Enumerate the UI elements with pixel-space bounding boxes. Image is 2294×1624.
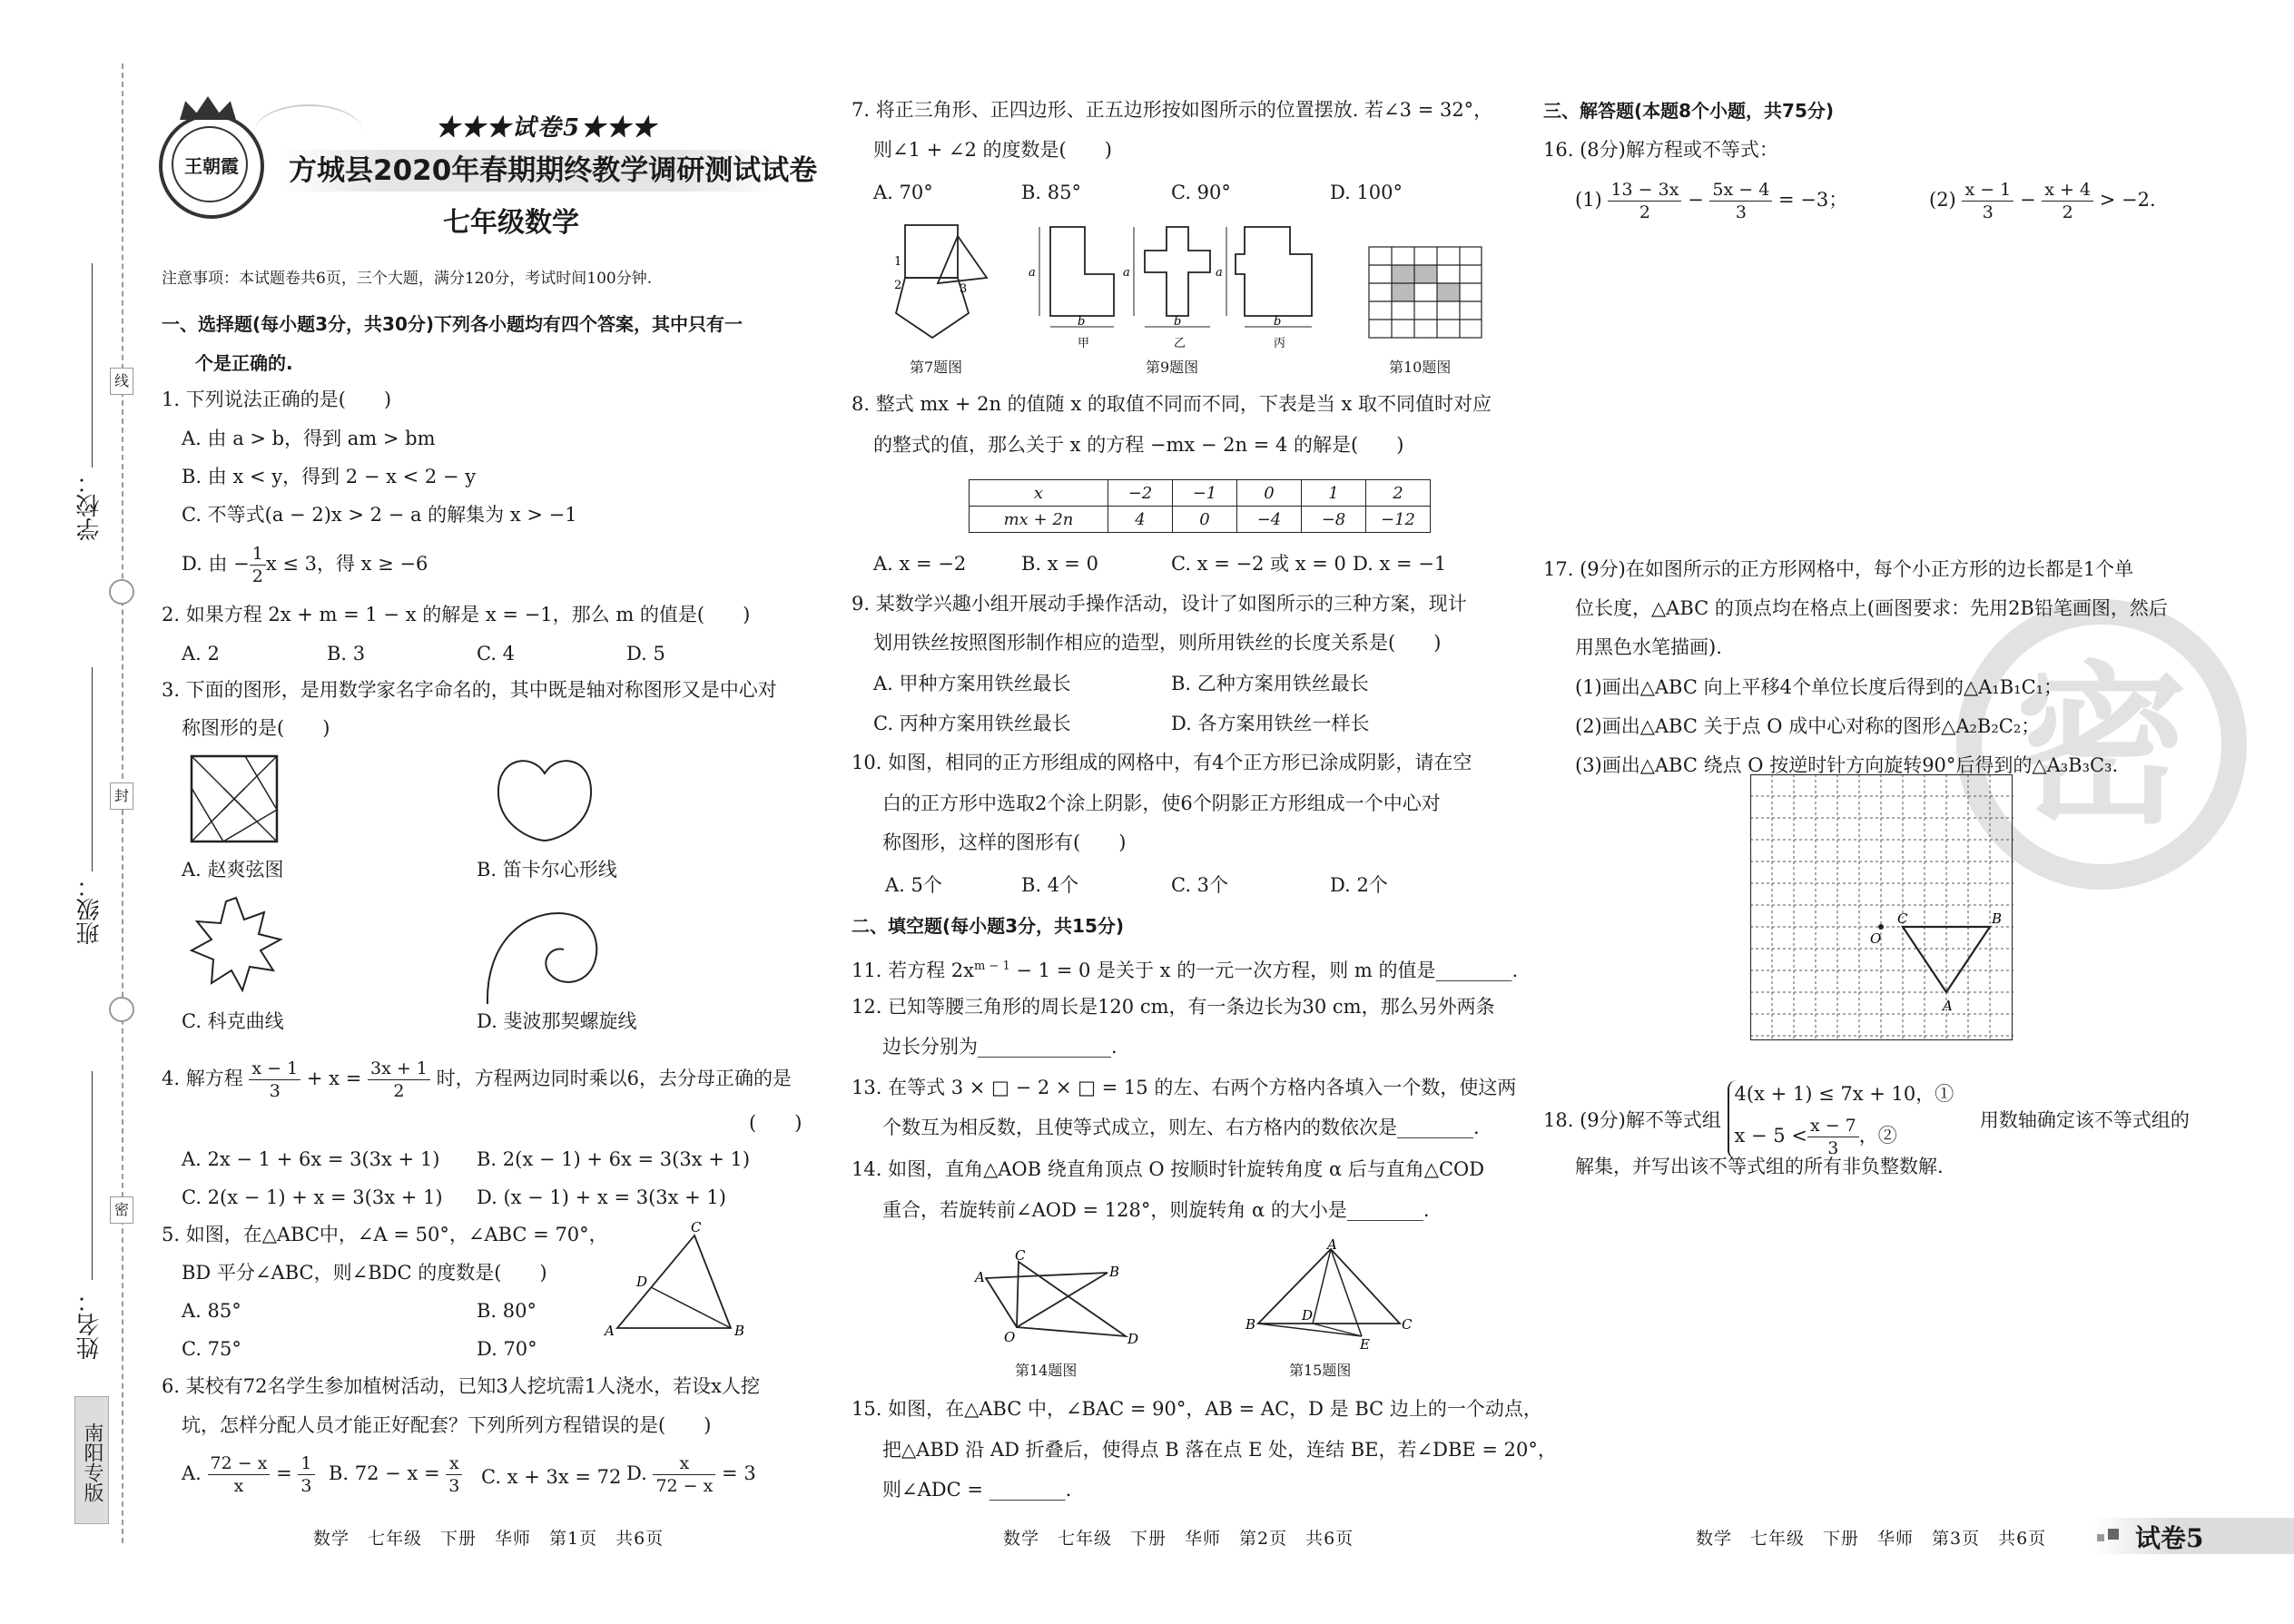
footer-page-1: 数学 七年级 下册 华师 第1页 共6页 bbox=[313, 1529, 665, 1549]
q4-option-d: D. (x − 1) + x = 3(3x + 1) bbox=[477, 1186, 726, 1208]
q3-fig-cardioid bbox=[495, 753, 595, 844]
name-label: 姓名： bbox=[76, 1289, 103, 1360]
q7-option-c: C. 90° bbox=[1171, 182, 1231, 203]
class-label: 班级： bbox=[76, 874, 103, 945]
q7-label-3: 3 bbox=[960, 282, 968, 296]
q17-stem: 17. (9分)在如图所示的正方形网格中，每个小正方形的边长都是1个单 bbox=[1543, 558, 2134, 580]
seal-text: 密 bbox=[2014, 646, 2188, 847]
q10-option-a: A. 5个 bbox=[885, 874, 942, 896]
q13-stem: 13. 在等式 3 × □ − 2 × □ = 15 的左、右两个方格内各填入一个数，使这两 bbox=[852, 1077, 1517, 1098]
q16-part1: (1) $\frac{13 - 3x}{2}$ − $\frac{5x - 4}{3}$ = −3； bbox=[1575, 180, 1848, 222]
q5-stem: 5. 如图，在△ABC中，∠A = 50°，∠ABC = 70°， bbox=[162, 1224, 608, 1245]
q1-option-c: C. 不等式(a − 2)x > 2 − a 的解集为 x > −1 bbox=[182, 504, 577, 526]
q14-label-a: A bbox=[975, 1269, 985, 1285]
q14-label-d: D bbox=[1127, 1331, 1139, 1347]
table-row: mx + 2n 4 0 −4 −8 −12 bbox=[970, 507, 1431, 533]
footer-tag: 试卷5 bbox=[2135, 1523, 2204, 1553]
q14-figure bbox=[971, 1247, 1144, 1353]
section1-heading: 一、选择题(每小题3分，共30分)下列各小题均有四个答案，其中只有一 bbox=[162, 313, 743, 335]
q17-sub2: (2)画出△ABC 关于点 O 成中心对称的图形△A₂B₂C₂； bbox=[1575, 715, 2041, 737]
q1-option-d bbox=[182, 543, 428, 587]
footer-square-icon bbox=[2108, 1529, 2119, 1540]
binding-circle-icon bbox=[109, 579, 134, 605]
q17-label-a: A bbox=[1943, 998, 1953, 1014]
q14-label-c: C bbox=[1015, 1247, 1026, 1264]
school-blank-line bbox=[92, 263, 93, 468]
q10-grid-figure bbox=[1369, 247, 1482, 338]
footer-square-icon bbox=[2097, 1534, 2104, 1541]
q9-label-yi: 乙 bbox=[1174, 337, 1186, 350]
q2-stem: 2. 如果方程 2x + m = 1 − x 的解是 x = −1，那么 m 的值是( ) bbox=[162, 604, 751, 625]
q7-option-d: D. 100° bbox=[1330, 182, 1403, 203]
q4-fraction-right: $\frac{3x + 1}{2}$ bbox=[368, 1058, 430, 1102]
q5-label-a: A bbox=[605, 1323, 615, 1339]
exam-badge: ★★★试卷5★★★ bbox=[436, 114, 658, 142]
q15-stem-cont: 把△ABD 沿 AD 折叠后，使得点 B 落在点 E 处，连结 BE，若∠DBE = 20°， bbox=[882, 1439, 1557, 1461]
q9-option-c: C. 丙种方案用铁丝最长 bbox=[873, 713, 1071, 734]
name-blank-line bbox=[92, 1071, 93, 1280]
q14-label-b: B bbox=[1109, 1264, 1120, 1280]
q5-label-d: D bbox=[636, 1274, 648, 1290]
school-label: 学校： bbox=[76, 470, 103, 541]
section2-heading: 二、填空题(每小题3分，共15分) bbox=[852, 915, 1125, 937]
q7-fig-caption: 第7题图 bbox=[910, 359, 963, 376]
q3-stem: 3. 下面的图形，是用数学家名字命名的，其中既是轴对称图形又是中心对 bbox=[162, 679, 777, 701]
q17-sub3: (3)画出△ABC 绕点 O 按逆时针方向旋转90°后得到的△A₃B₃C₃. bbox=[1575, 754, 2119, 776]
q6-option-b: B. 72 − x = $\frac{x}{3}$ bbox=[329, 1452, 462, 1497]
q5-figure bbox=[604, 1221, 758, 1343]
q6-option-a: A. $\frac{72 - x}{x}$ = $\frac{1}{3}$ bbox=[182, 1452, 315, 1497]
q2-option-a: A. 2 bbox=[182, 643, 220, 664]
q18-stem-cont: 解集，并写出该不等式组的所有非负整数解. bbox=[1575, 1156, 1944, 1177]
q17-sub1: (1)画出△ABC 向上平移4个单位长度后得到的△A₁B₁C₁； bbox=[1575, 676, 2063, 698]
publisher-logo bbox=[159, 113, 264, 219]
q15-fig-caption: 第15题图 bbox=[1289, 1362, 1352, 1379]
q18-inequality-1: 4(x + 1) ≤ 7x + 10，① bbox=[1734, 1083, 1954, 1105]
q16-stem: 16. (8分)解方程或不等式： bbox=[1543, 139, 1778, 161]
q18-inequality-2: x − 5 < $\frac{x - 7}{3}$ ，② bbox=[1734, 1116, 1897, 1158]
q7-label-1: 1 bbox=[894, 255, 902, 269]
q5-option-c: C. 75° bbox=[182, 1338, 241, 1360]
q3-option-c: C. 科克曲线 bbox=[182, 1010, 284, 1032]
q8-option-b: B. x = 0 bbox=[1021, 553, 1098, 575]
q1d-fraction: $\frac{1}{2}$ bbox=[250, 543, 266, 587]
q7-stem-cont: 则∠1 + ∠2 的度数是( ) bbox=[873, 139, 1112, 161]
q6-option-c: C. x + 3x = 72 bbox=[481, 1466, 622, 1488]
q15-stem: 15. 如图，在△ABC 中，∠BAC = 90°，AB = AC，D 是 BC 边上的一个动点， bbox=[852, 1398, 1542, 1420]
q15-label-c: C bbox=[1402, 1316, 1413, 1333]
q1d-prefix: D. 由 − bbox=[182, 553, 250, 575]
q13-stem-cont: 个数互为相反数，且使等式成立，则左、右方格内的数依次是________. bbox=[882, 1117, 1480, 1138]
q15-label-e: E bbox=[1360, 1336, 1370, 1353]
q8-option-d: D. x = −1 bbox=[1353, 553, 1447, 575]
section3-heading: 三、解答题(本题8个小题，共75分) bbox=[1543, 100, 1835, 122]
q9-label-b2: b bbox=[1174, 315, 1182, 329]
q3-fig-zhaoshuang bbox=[189, 753, 280, 844]
q3-fig-fibonacci-spiral bbox=[477, 908, 604, 1008]
q5-option-b: B. 80° bbox=[477, 1300, 537, 1322]
q7-label-2: 2 bbox=[894, 279, 902, 292]
q7-option-a: A. 70° bbox=[873, 182, 933, 203]
q14-stem-cont: 重合，若旋转前∠AOD = 128°，则旋转角 α 的大小是________. bbox=[882, 1199, 1430, 1221]
q1-option-b: B. 由 x < y，得到 2 − x < 2 − y bbox=[182, 466, 477, 487]
region-badge: 南阳专版 bbox=[74, 1396, 109, 1524]
q2-option-c: C. 4 bbox=[477, 643, 516, 664]
q17-stem-cont2: 用黑色水笔描画). bbox=[1575, 636, 1722, 658]
binding-circle-icon bbox=[109, 997, 134, 1022]
class-blank-line bbox=[92, 667, 93, 871]
q4-option-b: B. 2(x − 1) + 6x = 3(3x + 1) bbox=[477, 1148, 751, 1170]
q15-label-a: A bbox=[1327, 1236, 1337, 1253]
q2-option-b: B. 3 bbox=[327, 643, 366, 664]
q1d-suffix: x ≤ 3，得 x ≥ −6 bbox=[265, 553, 428, 575]
q12-stem: 12. 已知等腰三角形的周长是120 cm，有一条边长为30 cm，那么另外两条 bbox=[852, 996, 1495, 1018]
q16-part2: (2) $\frac{x - 1}{3}$ − $\frac{x + 4}{2}$ > −2. bbox=[1929, 180, 2156, 222]
q10-option-c: C. 3个 bbox=[1171, 874, 1229, 896]
q12-stem-cont: 边长分别为______________. bbox=[882, 1036, 1117, 1058]
q10-option-d: D. 2个 bbox=[1330, 874, 1388, 896]
q14-stem: 14. 如图，直角△AOB 绕直角顶点 O 按顺时针旋转角度 α 后与直角△COD bbox=[852, 1158, 1485, 1180]
exam-title: 方城县2020年春期期终教学调研测试试卷 bbox=[289, 154, 818, 187]
q9-label-b1: b bbox=[1078, 315, 1086, 329]
q17-label-c: C bbox=[1897, 910, 1908, 927]
q10-stem-cont: 白的正方形中选取2个涂上阴影，使6个阴影正方形组成一个中心对 bbox=[882, 792, 1441, 814]
binding-mark-xian: 线 bbox=[110, 368, 133, 395]
q6-option-d: D. $\frac{x}{72 - x}$ = 3 bbox=[626, 1453, 756, 1496]
table-row: x −2 −1 0 1 2 bbox=[970, 480, 1431, 507]
binding-mark-feng: 封 bbox=[110, 782, 133, 810]
q7-figure bbox=[885, 218, 1021, 345]
q4-option-c: C. 2(x − 1) + x = 3(3x + 1) bbox=[182, 1186, 443, 1208]
q1-option-a: A. 由 a > b，得到 am > bm bbox=[182, 428, 436, 449]
q9-fig-caption: 第9题图 bbox=[1146, 359, 1199, 376]
q5-label-c: C bbox=[691, 1219, 702, 1235]
q5-option-d: D. 70° bbox=[477, 1338, 537, 1360]
q2-option-d: D. 5 bbox=[626, 643, 665, 664]
q9-option-b: B. 乙种方案用铁丝最长 bbox=[1171, 673, 1369, 694]
q18-stem: 18. (9分)解不等式组 4(x + 1) ≤ 7x + 10，① x − 5 < $\frac{x - 7}{3}$ ，② 用数轴确定该不等式组的 bbox=[1543, 1080, 2190, 1159]
q9-stem: 9. 某数学兴趣小组开展动手操作活动，设计了如图所示的三种方案，现计 bbox=[852, 593, 1467, 615]
q5-label-b: B bbox=[734, 1323, 745, 1339]
q8-stem: 8. 整式 mx + 2n 的值随 x 的取值不同而不同，下表是当 x 取不同值时对应 bbox=[852, 393, 1492, 415]
q15-stem-cont2: 则∠ADC = ________. bbox=[882, 1479, 1072, 1501]
section1-heading-cont: 个是正确的. bbox=[195, 352, 293, 374]
q7-stem: 7. 将正三角形、正四边形、正五边形按如图所示的位置摆放. 若∠3 = 32°， bbox=[852, 99, 1493, 121]
q3-option-b: B. 笛卡尔心形线 bbox=[477, 859, 617, 881]
q5-option-a: A. 85° bbox=[182, 1300, 241, 1322]
q9-label-a2: a bbox=[1123, 266, 1130, 280]
q3-option-a: A. 赵爽弦图 bbox=[182, 859, 284, 881]
q9-option-d: D. 各方案用铁丝一样长 bbox=[1171, 713, 1370, 734]
q11-stem: 11. 若方程 $2x^{m - 1} - 1 = 0$ 是关于 x 的一元一次方程，则 m 的值是________. bbox=[852, 960, 1519, 981]
q3-stem-cont: 称图形的是( ) bbox=[182, 717, 330, 739]
q9-label-jia: 甲 bbox=[1078, 337, 1090, 350]
q8-option-c: C. x = −2 或 x = 0 bbox=[1171, 553, 1346, 575]
q10-fig-caption: 第10题图 bbox=[1389, 359, 1452, 376]
q17-label-o: O bbox=[1870, 930, 1882, 947]
q8-stem-cont: 的整式的值，那么关于 x 的方程 −mx − 2n = 4 的解是( ) bbox=[873, 434, 1404, 456]
q9-option-a: A. 甲种方案用铁丝最长 bbox=[873, 673, 1071, 694]
q17-stem-cont: 位长度，△ABC 的顶点均在格点上(画图要求：先用2B铅笔画图，然后 bbox=[1575, 597, 2168, 619]
q5-stem-cont: BD 平分∠ABC，则∠BDC 的度数是( ) bbox=[182, 1262, 547, 1284]
footer-page-2: 数学 七年级 下册 华师 第2页 共6页 bbox=[1003, 1529, 1354, 1549]
q8-option-a: A. x = −2 bbox=[873, 553, 967, 575]
q8-value-table bbox=[969, 479, 1431, 533]
q9-label-a3: a bbox=[1216, 266, 1223, 280]
q10-stem-cont2: 称图形，这样的图形有( ) bbox=[882, 832, 1127, 853]
q9-label-b3: b bbox=[1274, 315, 1282, 329]
q9-label-bing: 丙 bbox=[1274, 337, 1286, 350]
q6-stem: 6. 某校有72名学生参加植树活动，已知3人挖坑需1人浇水，若设x人挖 bbox=[162, 1375, 760, 1397]
q9-figure bbox=[1030, 218, 1348, 354]
q10-option-b: B. 4个 bbox=[1021, 874, 1079, 896]
q4-option-a: A. 2x − 1 + 6x = 3(3x + 1) bbox=[182, 1148, 440, 1170]
q17-grid bbox=[1750, 774, 2013, 1041]
logo-crown-icon bbox=[180, 96, 236, 120]
q4-stem: 4. 解方程 $\frac{x - 1}{3}$ + x = $\frac{3x + 1}{2}$ 时，方程两边同时乘以6，去分母正确的是 bbox=[162, 1058, 792, 1101]
q10-stem: 10. 如图，相同的正方形组成的网格中，有4个正方形已涂成阴影，请在空 bbox=[852, 752, 1472, 773]
q14-fig-caption: 第14题图 bbox=[1015, 1362, 1078, 1379]
q4-answer-paren: ( ) bbox=[749, 1112, 802, 1134]
q14-label-o: O bbox=[1004, 1329, 1016, 1345]
q3-fig-koch bbox=[186, 894, 286, 994]
q4-fraction-left: $\frac{x - 1}{3}$ bbox=[249, 1058, 300, 1102]
q15-label-d: D bbox=[1302, 1307, 1314, 1324]
binding-mark-mi: 密 bbox=[110, 1196, 133, 1224]
notice: 注意事项：本试题卷共6页，三个大题，满分120分，考试时间100分钟. bbox=[162, 270, 653, 288]
q6-stem-cont: 坑，怎样分配人员才能正好配套？下列所列方程错误的是( ) bbox=[182, 1414, 712, 1436]
q17-label-b: B bbox=[1992, 910, 2003, 927]
footer-page-3: 数学 七年级 下册 华师 第3页 共6页 bbox=[1696, 1529, 2047, 1549]
q9-label-a1: a bbox=[1029, 266, 1036, 280]
logo-text: 王朝霞 bbox=[184, 155, 239, 177]
exam-subject: 七年级数学 bbox=[443, 207, 579, 239]
q3-option-d: D. 斐波那契螺旋线 bbox=[477, 1010, 637, 1032]
q9-stem-cont: 划用铁丝按照图形制作相应的造型，则所用铁丝的长度关系是( ) bbox=[873, 632, 1442, 654]
q1-stem: 1. 下列说法正确的是( ) bbox=[162, 389, 392, 410]
q15-label-b: B bbox=[1245, 1316, 1256, 1333]
q7-option-b: B. 85° bbox=[1021, 182, 1082, 203]
q15-figure bbox=[1244, 1236, 1416, 1353]
